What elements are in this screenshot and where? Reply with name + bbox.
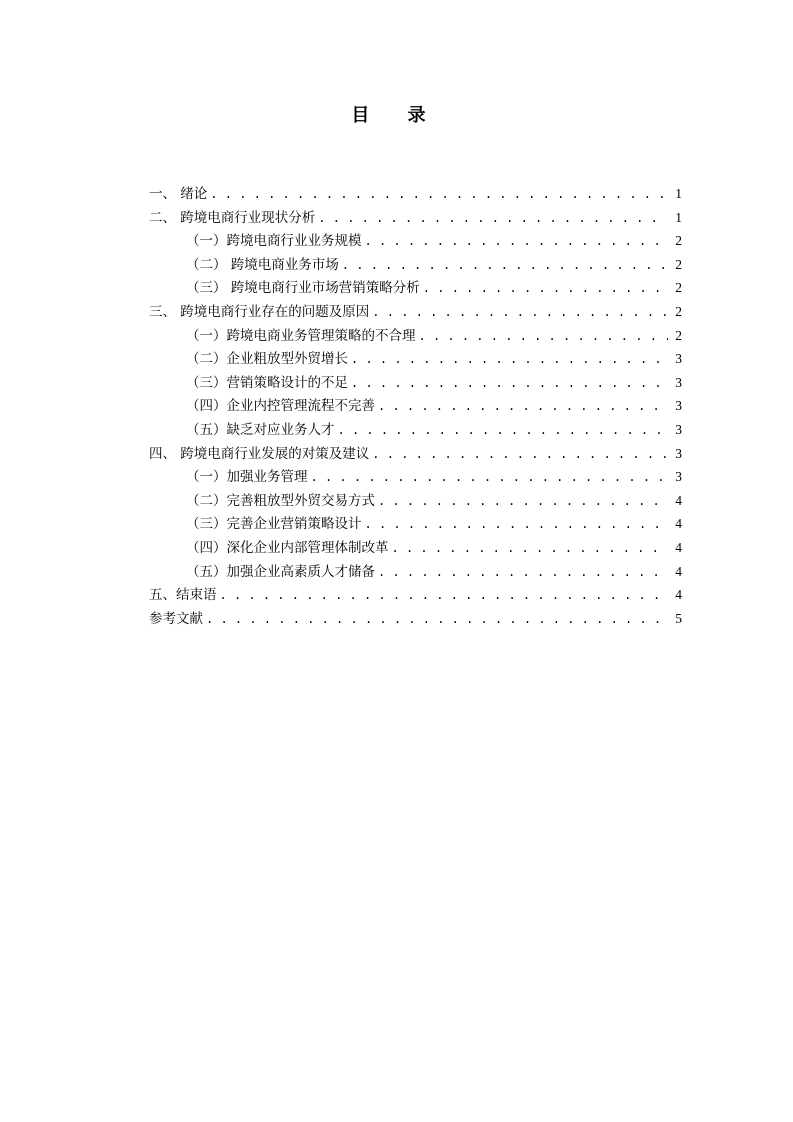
toc-entry[interactable] (149, 206, 682, 230)
toc-dot-leader (378, 494, 668, 508)
toc-dot-leader (392, 541, 669, 555)
toc-entry[interactable] (149, 371, 682, 395)
toc-entry[interactable] (149, 347, 682, 371)
page-title: 目 录 (351, 105, 442, 126)
toc-page-number: 2 (675, 280, 682, 296)
toc-dot-leader (210, 187, 668, 201)
toc-dot-leader (342, 258, 668, 272)
toc-entry[interactable] (149, 583, 682, 607)
toc-entry[interactable] (149, 560, 682, 584)
toc-page-number: 3 (675, 421, 682, 437)
toc-entry-label: 二、 跨境电商行业现状分析 (149, 209, 316, 226)
toc-entry-label: （二）企业粗放型外贸增长 (186, 351, 348, 368)
toc-page-number: 3 (675, 398, 682, 414)
toc-dot-leader (419, 329, 669, 343)
toc-entry[interactable] (149, 442, 682, 466)
toc-dot-leader (378, 565, 668, 579)
toc-page-number: 5 (675, 610, 682, 626)
toc-dot-leader (220, 588, 669, 602)
toc-entry[interactable] (149, 512, 682, 536)
toc-page-number: 3 (675, 445, 682, 461)
toc-dot-leader (351, 352, 668, 366)
toc-dot-leader (311, 470, 669, 484)
toc-entry[interactable] (149, 465, 682, 489)
toc-dot-leader (372, 447, 668, 461)
toc-entry[interactable] (149, 300, 682, 324)
toc-entry-label: 五、结束语 (149, 587, 217, 604)
toc-dot-leader (206, 612, 668, 626)
toc-entry[interactable] (149, 324, 682, 348)
toc-entry[interactable] (149, 489, 682, 513)
toc-entry[interactable] (149, 276, 682, 300)
toc-entry-label: （四）深化企业内部管理体制改革 (186, 539, 389, 556)
toc-entry[interactable] (149, 229, 682, 253)
toc-entry-label: 一、 绪论 (149, 186, 208, 202)
toc-entry-label: （三）营销策略设计的不足 (186, 374, 348, 391)
toc-entry-label: （四）企业内控管理流程不完善 (186, 398, 375, 415)
toc-entry[interactable] (149, 182, 682, 206)
toc-page-number: 4 (675, 492, 682, 508)
toc-page-number: 2 (675, 233, 682, 249)
toc-entry-label: 参考文献 (149, 610, 203, 627)
toc-entry-label: （一）跨境电商业务管理策略的不合理 (186, 327, 416, 344)
toc-entry-label: （三）完善企业营销策略设计 (186, 516, 362, 533)
toc-page-number: 2 (675, 256, 682, 272)
toc-page-number: 4 (675, 516, 682, 532)
toc-dot-leader (378, 399, 668, 413)
toc-entry[interactable] (149, 418, 682, 442)
toc-page-number: 3 (675, 351, 682, 367)
toc-dot-leader (365, 517, 669, 531)
toc-dot-leader (318, 211, 668, 225)
toc-entry[interactable] (149, 536, 682, 560)
toc-dot-leader (338, 423, 669, 437)
toc-entry-label: （三） 跨境电商行业市场营销策略分析 (186, 280, 420, 297)
toc-dot-leader (365, 234, 669, 248)
toc-dot-leader (351, 376, 668, 390)
table-of-contents (149, 182, 682, 630)
toc-page-number: 1 (675, 186, 682, 201)
toc-entry-label: （二）完善粗放型外贸交易方式 (186, 492, 375, 509)
toc-dot-leader (372, 305, 668, 319)
toc-page-number: 4 (675, 539, 682, 555)
toc-page-number: 2 (675, 303, 682, 319)
toc-page-number: 2 (675, 327, 682, 343)
toc-entry-label: （一）跨境电商行业业务规模 (186, 233, 362, 250)
toc-entry[interactable] (149, 253, 682, 277)
toc-page-number: 4 (675, 587, 682, 603)
toc-entry-label: （五）缺乏对应业务人才 (186, 421, 335, 438)
toc-entry[interactable] (149, 607, 682, 631)
toc-entry-label: （一）加强业务管理 (186, 469, 308, 486)
toc-entry-label: 四、 跨境电商行业发展的对策及建议 (149, 445, 370, 462)
toc-page-number: 4 (675, 563, 682, 579)
toc-page-number: 1 (675, 209, 682, 225)
toc-page-number: 3 (675, 374, 682, 390)
toc-entry[interactable] (149, 394, 682, 418)
toc-page-number: 3 (675, 469, 682, 485)
toc-entry-label: （五）加强企业高素质人才储备 (186, 563, 375, 580)
toc-entry-label: 三、 跨境电商行业存在的问题及原因 (149, 303, 370, 320)
toc-entry-label: （二） 跨境电商业务市场 (186, 256, 339, 273)
toc-dot-leader (423, 281, 668, 295)
